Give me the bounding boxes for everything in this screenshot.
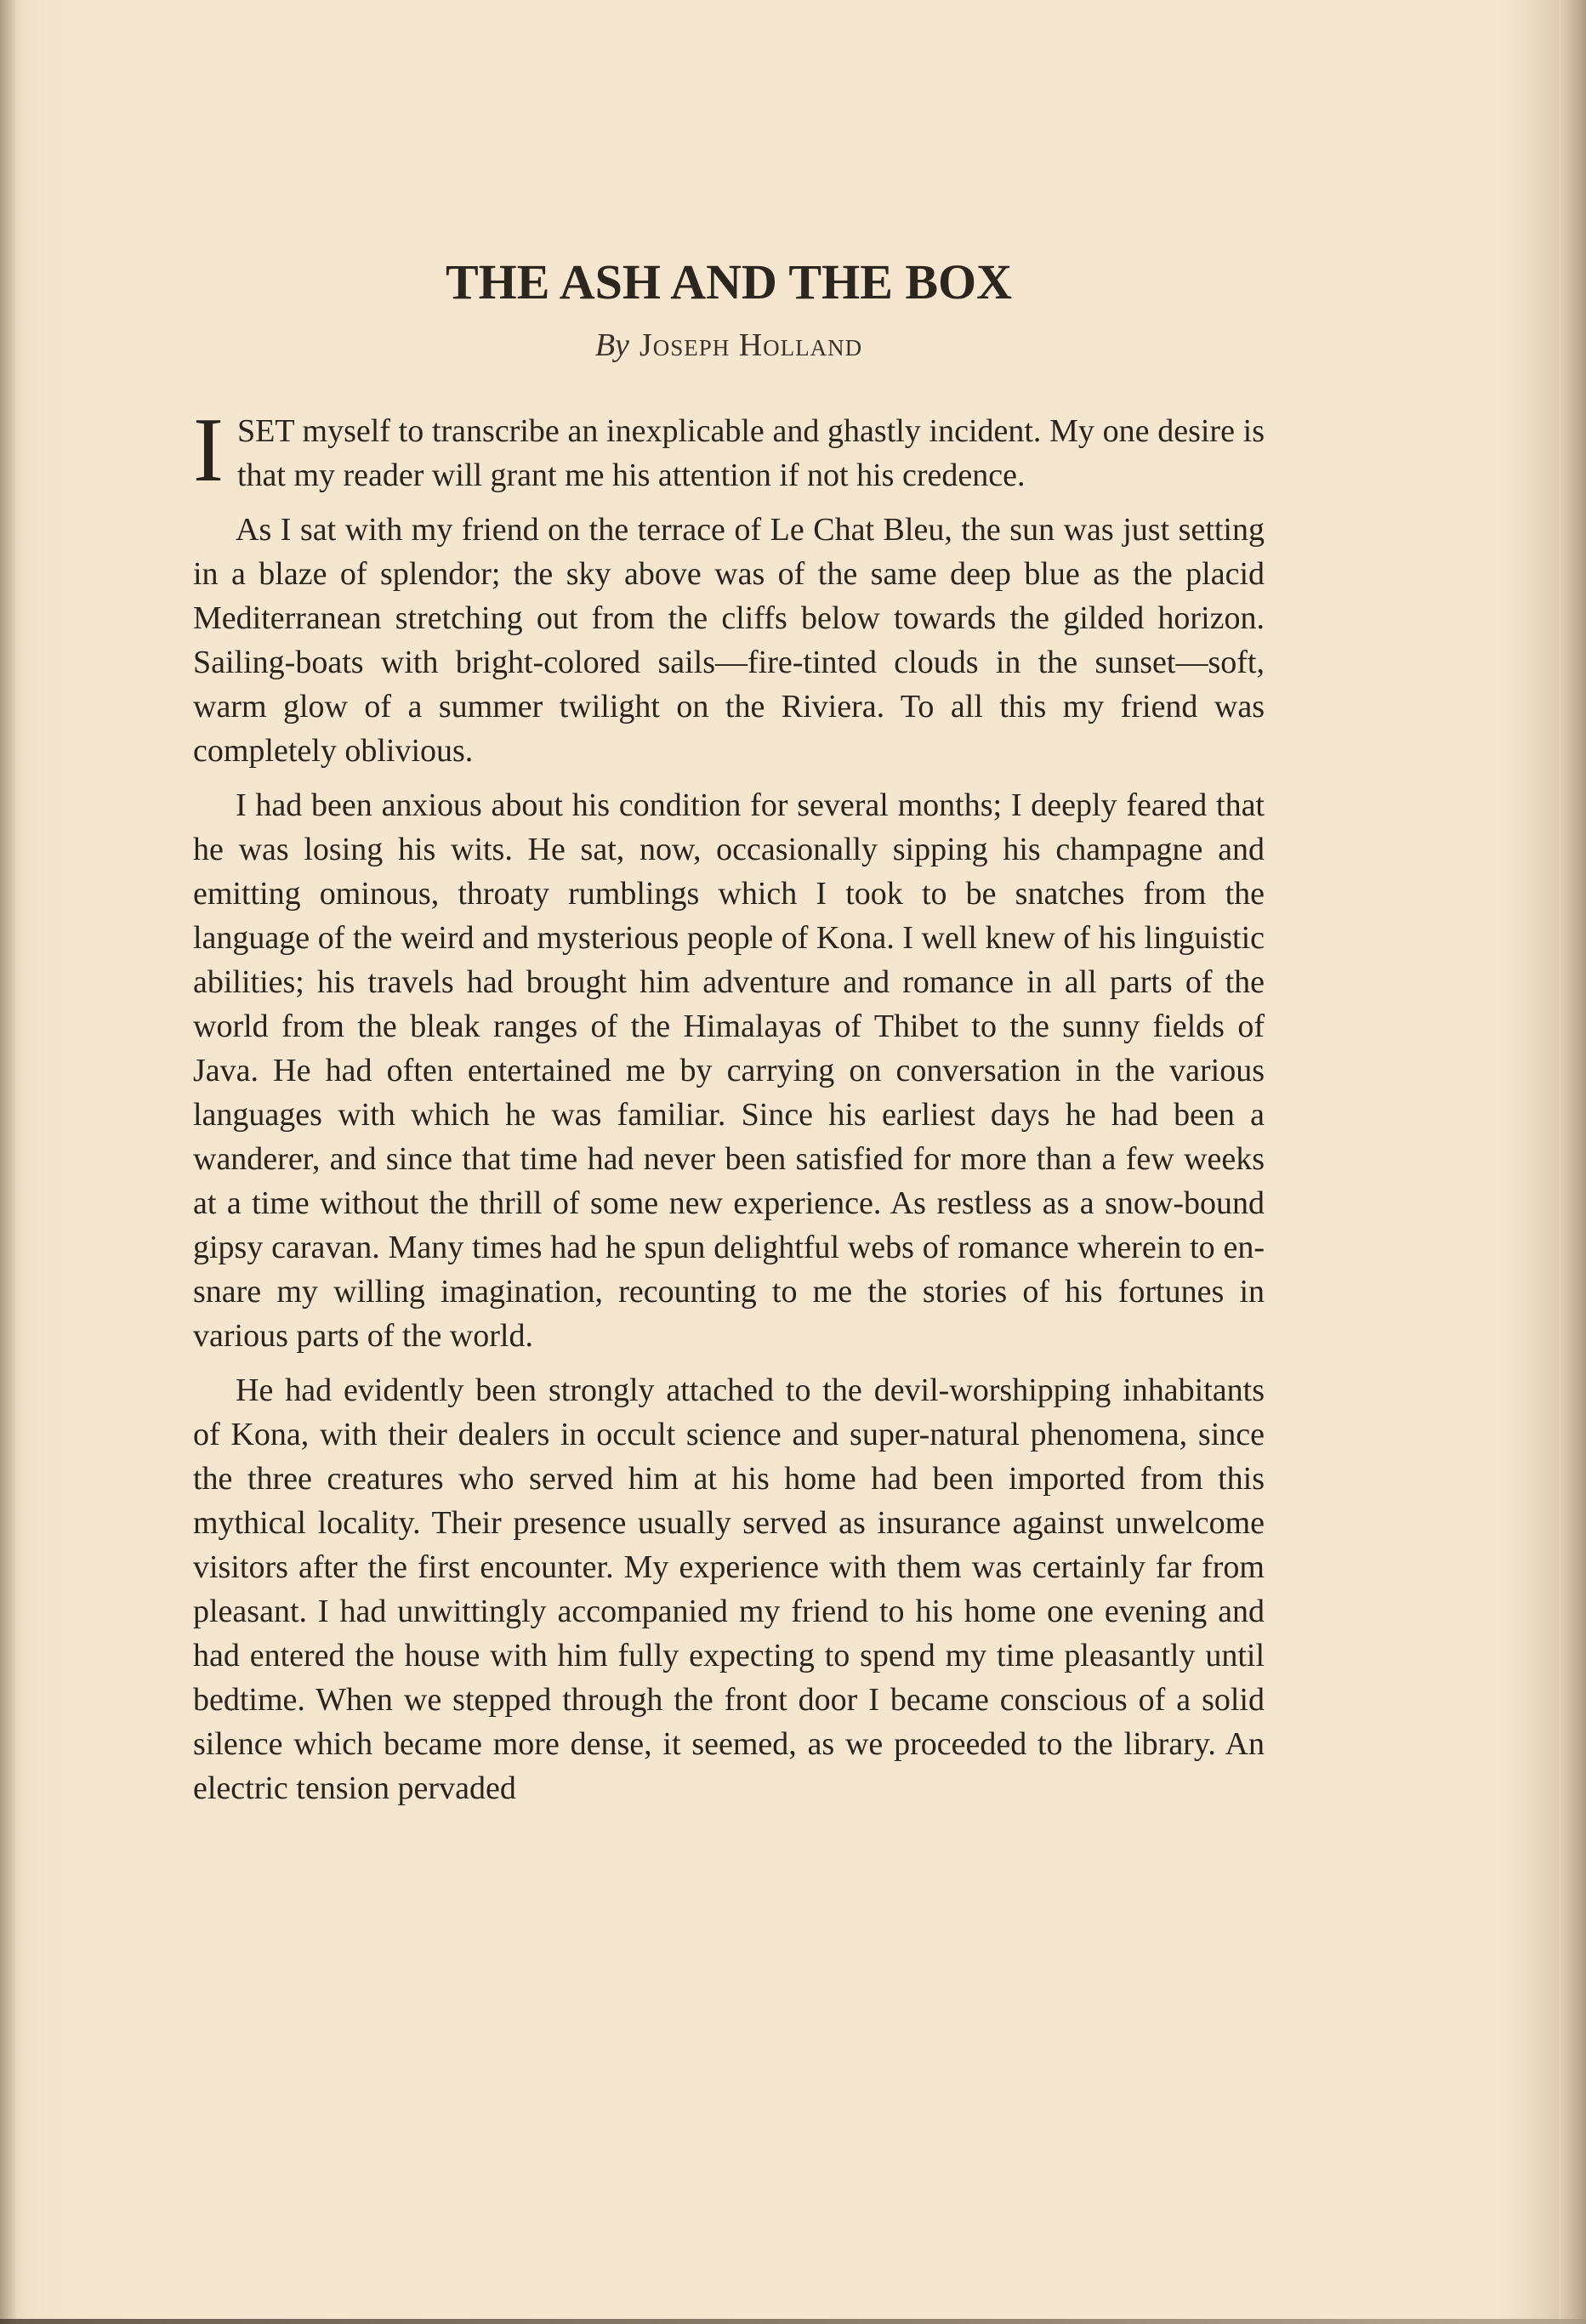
paragraph-2: As I sat with my friend on the terrace of Le Chat Bleu, the sun was just setting in a blaze of splendor; the sky above was of the same deep blue as the placid Mediterranean stretching out from the cliffs below towards the gilded horizon. Sailing-boats with bright-colored sails—fire-tinted clouds in the sunset—soft, warm glow of a summer twilight on the Riviera. To all this my friend was completely oblivious. bbox=[193, 512, 1265, 770]
byline-by: By bbox=[594, 327, 629, 363]
drop-cap: I bbox=[193, 400, 224, 502]
story-text bbox=[193, 400, 1265, 1810]
paragraph-3: I had been anxious about his condition for several months; I deeply feared that he was losing his wits. He sat, now, occasionally sipping his champagne and emitting ominous, throaty rumblings which I took to be snatches from the language of the weird and mysterious people of Kona. I well knew of his linguistic abilities; his travels had brought him adventure and romance in all parts of the world from the bleak ranges of the Himalayas of Thibet to the sunny fields of Java. He had often entertained me by carrying on conversation in the various languages with which he was familiar. Since his earliest days he had been a wanderer, and since that time had never been satisfied for more than a few weeks at a time without the thrill of some new experience. As restless as a snow-bound gipsy caravan. Many times had he spun delightful webs of romance wherein to en-snare my willing imagination, recounting to me the stories of his fortunes in various parts of the world. bbox=[193, 787, 1265, 1355]
paragraph-1 bbox=[193, 400, 1265, 502]
bottom-edge bbox=[0, 2319, 1586, 2324]
page-edge bbox=[1559, 0, 1586, 2324]
paragraph-1-text: SET myself to transcribe an inexplicable and ghastly incident. My one desire is that my reader will grant me his attention if not his credence. bbox=[236, 413, 1265, 494]
story-title: THE ASH AND THE BOX bbox=[445, 254, 1013, 310]
binding-shadow bbox=[0, 0, 15, 2324]
author-name: Joseph Holland bbox=[639, 327, 863, 363]
paragraph-4: He had evidently been strongly attached to the devil-worshipping inhabitants of Kona, with their dealers in occult science and super-natural phenomena, since the three creatures who served him at his home had been imported from this mythical locality. Their presence usually served as insurance against unwelcome visitors after the first encounter. My experience with them was certainly far from pleasant. I had unwittingly accompanied my friend to his home one evening and had entered the house with him fully expecting to spend my time pleasantly until bedtime. When we stepped through the front door I became conscious of a solid silence which became more dense, it seemed, as we proceeded to the library. An electric tension pervaded bbox=[193, 1372, 1265, 1807]
story-content bbox=[193, 255, 1265, 1821]
byline bbox=[193, 327, 1265, 366]
